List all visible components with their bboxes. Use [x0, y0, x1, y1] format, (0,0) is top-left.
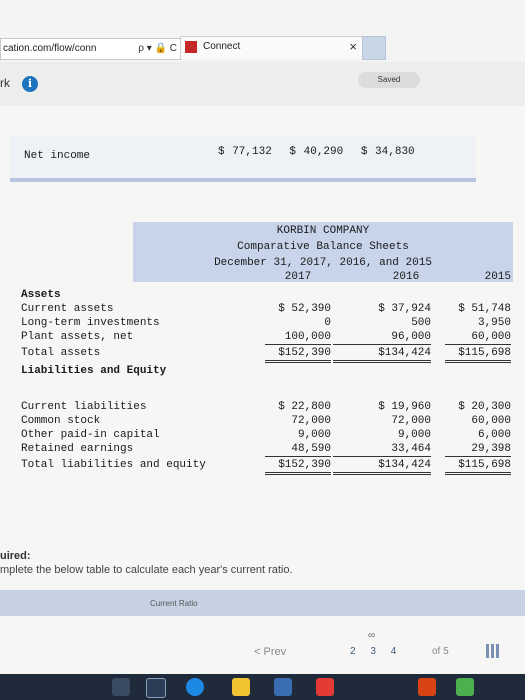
row-label: Retained earnings [21, 443, 134, 455]
row-label: Current assets [21, 303, 114, 315]
cell: $152,390 [265, 458, 331, 475]
address-bar[interactable] [0, 38, 182, 60]
photos-icon[interactable] [456, 678, 474, 696]
cell: $ 20,300 [458, 401, 511, 413]
toolbar-title: rk [0, 76, 10, 90]
new-tab-button[interactable] [362, 36, 386, 60]
cell: 9,000 [297, 429, 331, 441]
balance-sheet-table-lower [13, 400, 513, 510]
cell: $134,424 [333, 458, 431, 475]
required-instruction: mplete the below table to calculate each year's current ratio. [0, 564, 293, 576]
cell: 0 [324, 317, 331, 329]
cell: $ 19,960 [378, 401, 431, 413]
net-income-2015: $ 34,830 [360, 146, 415, 158]
liabilities-header: Liabilities and Equity [21, 365, 167, 377]
row-label: Total liabilities and equity [21, 459, 206, 471]
browser-bar [0, 0, 525, 63]
net-income-values [218, 146, 425, 158]
office-icon[interactable] [418, 678, 436, 696]
page-links [350, 646, 408, 657]
cell: 500 [411, 317, 431, 329]
grid-view-icon[interactable] [486, 644, 500, 658]
file-explorer-icon[interactable] [232, 678, 250, 696]
row-label: Total assets [21, 347, 101, 359]
store-icon[interactable] [274, 678, 292, 696]
cell: 33,464 [333, 442, 431, 457]
cell: 60,000 [471, 415, 511, 427]
cell: 60,000 [445, 330, 511, 345]
tab-label: Connect [203, 41, 241, 52]
cell: 9,000 [397, 429, 431, 441]
os-taskbar [0, 674, 525, 700]
statement-title: Comparative Balance Sheets [237, 241, 409, 253]
cell: $152,390 [265, 346, 331, 363]
task-view-icon[interactable] [112, 678, 130, 696]
year-2016: 2016 [392, 271, 420, 283]
cell: 29,398 [445, 442, 511, 457]
cell: 100,000 [265, 330, 331, 345]
cell: 72,000 [291, 415, 331, 427]
cell: $134,424 [333, 346, 431, 363]
cell: 96,000 [333, 330, 431, 345]
cell: 6,000 [477, 429, 511, 441]
current-ratio-label: Current Ratio [150, 599, 198, 608]
page-link[interactable]: 3 [370, 646, 376, 657]
year-2015: 2015 [484, 271, 511, 283]
net-income-label: Net income [24, 150, 91, 162]
page-count: of 5 [432, 646, 449, 657]
cell: $115,698 [445, 458, 511, 475]
info-icon[interactable]: i [22, 76, 38, 92]
cell: $115,698 [445, 346, 511, 363]
app-icon[interactable] [316, 678, 334, 696]
net-income-2017: $ 77,132 [218, 146, 272, 158]
balance-sheet-table [13, 222, 513, 394]
net-income-2016: $ 40,290 [289, 146, 344, 158]
link-icon: ∞ [368, 630, 376, 641]
prev-button[interactable]: < Prev [254, 646, 287, 658]
row-label: Other paid-in capital [21, 429, 160, 441]
page-link[interactable]: 2 [350, 646, 356, 657]
statement-date: December 31, 2017, 2016, and 2015 [214, 257, 432, 269]
assets-header: Assets [21, 289, 61, 301]
problem-content [0, 106, 525, 700]
row-label: Common stock [21, 415, 101, 427]
year-2017: 2017 [284, 271, 312, 283]
page-link[interactable]: 4 [390, 646, 397, 657]
tab-close-icon[interactable]: × [349, 39, 357, 54]
address-text: cation.com/flow/conn [3, 43, 97, 54]
saved-status-badge: Saved [358, 72, 420, 88]
cell: $ 51,748 [458, 303, 511, 315]
cell: $ 37,924 [378, 303, 431, 315]
window-icon[interactable] [146, 678, 166, 698]
tab-favicon-icon [185, 41, 197, 53]
row-label: Current liabilities [21, 401, 147, 413]
company-name: KORBIN COMPANY [276, 225, 370, 237]
cell: 3,950 [477, 317, 511, 329]
cell: $ 52,390 [278, 303, 331, 315]
row-label: Plant assets, net [21, 331, 134, 343]
browser-tab[interactable] [180, 36, 364, 59]
address-controls[interactable]: ρ ▾ 🔒 C [138, 43, 177, 54]
cell: 48,590 [265, 442, 331, 457]
required-heading: uired: [0, 550, 31, 562]
cell: $ 22,800 [278, 401, 331, 413]
edge-browser-icon[interactable] [186, 678, 204, 696]
app-toolbar [0, 62, 525, 106]
current-ratio-header [0, 590, 525, 616]
cell: 72,000 [391, 415, 431, 427]
row-label: Long-term investments [21, 317, 160, 329]
